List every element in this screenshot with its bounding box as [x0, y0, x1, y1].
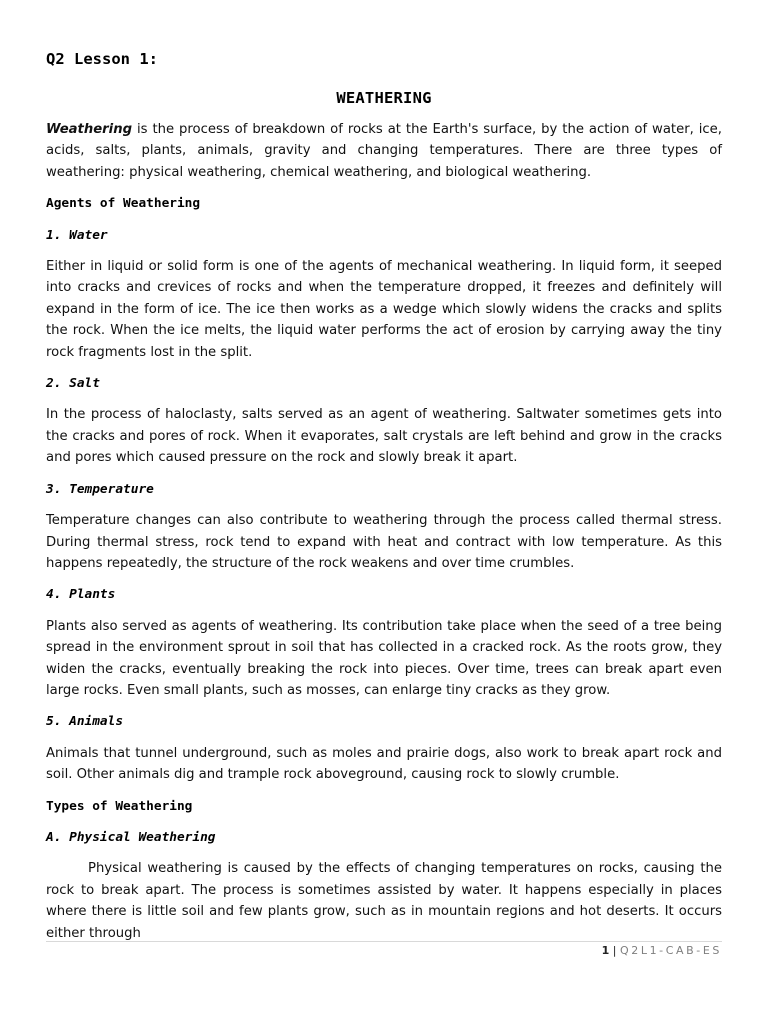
document-body [46, 119, 722, 944]
agent-text-animals: Animals that tunnel underground, such as moles and prairie dogs, also work to break apart rock and soil. Other animals dig and trample rock aboveground, causing rock to slowly crumble. [46, 745, 722, 783]
agent-text-plants: Plants also served as agents of weathering. Its contribution take place when the seed of a tree being spread in the environment sprout in soil that has collected in a cracked rock. As the roots grow, they widen the cracks, eventually breaking the rock into pieces. Over time, trees can break apart even large rocks. Even small plants, such as mosses, can enlarge tiny cracks as they grow. [46, 618, 722, 698]
intro-paragraph [46, 119, 722, 183]
page-footer [602, 944, 722, 957]
agent-title-plants: 4. Plants [46, 587, 116, 603]
footer-divider [46, 941, 722, 942]
intro-term: Weathering [46, 122, 133, 137]
agent-text-temperature: Temperature changes can also contribute to weathering through the process called thermal stress. During thermal stress, rock tend to expand with heat and contract with low temperature. As this happens repeatedly, the structure of the rock weakens and over time crumbles. [46, 513, 722, 571]
type-title-physical: A. Physical Weathering [46, 829, 216, 845]
agent-text-water: Either in liquid or solid form is one of the agents of mechanical weathering. In liquid form, it seeped into cracks and crevices of rocks and when the temperature dropped, it freezes and definitely will expand in the form of ice. The ice then works as a wedge which slowly widens the cracks and splits the rock. When the ice melts, the liquid water performs the act of erosion by carrying away the tiny rock fragments lost in the split. [46, 259, 722, 360]
lesson-label: Q2 Lesson 1: [46, 50, 158, 68]
agent-title-water: 1. Water [46, 227, 108, 243]
section-heading-agents: Agents of Weathering [46, 196, 201, 212]
agent-title-animals: 5. Animals [46, 714, 124, 730]
type-text-physical: Physical weathering is caused by the effects of changing temperatures on rocks, causing the rock to break apart. The process is sometimes assisted by water. It happens especially in places where there is little soil and few plants grow, such as in mountain regions and hot deserts. It occurs either through [46, 861, 722, 941]
footer-code: Q2L1-CAB-ES [619, 944, 722, 957]
agent-text-salt: In the process of haloclasty, salts served as an agent of weathering. Saltwater sometimes gets into the cracks and pores of rock. When it evaporates, salt crystals are left behind and grow in the cracks and pores which caused pressure on the rock and slowly break it apart. [46, 407, 722, 466]
section-heading-types: Types of Weathering [46, 798, 193, 814]
intro-text: is the process of breakdown of rocks at the Earth's surface, by the action of water, ice, acids, salts, plants, animals, gravity and changing temperatures. There are three types of weathering: physical weathering, chemical weathering, and biological weathering. [46, 122, 722, 180]
agent-title-salt: 2. Salt [46, 376, 100, 392]
page-title: WEATHERING [336, 89, 432, 107]
footer-separator: | [609, 944, 620, 957]
page-number: 1 [601, 944, 610, 957]
agent-title-temperature: 3. Temperature [46, 481, 154, 497]
